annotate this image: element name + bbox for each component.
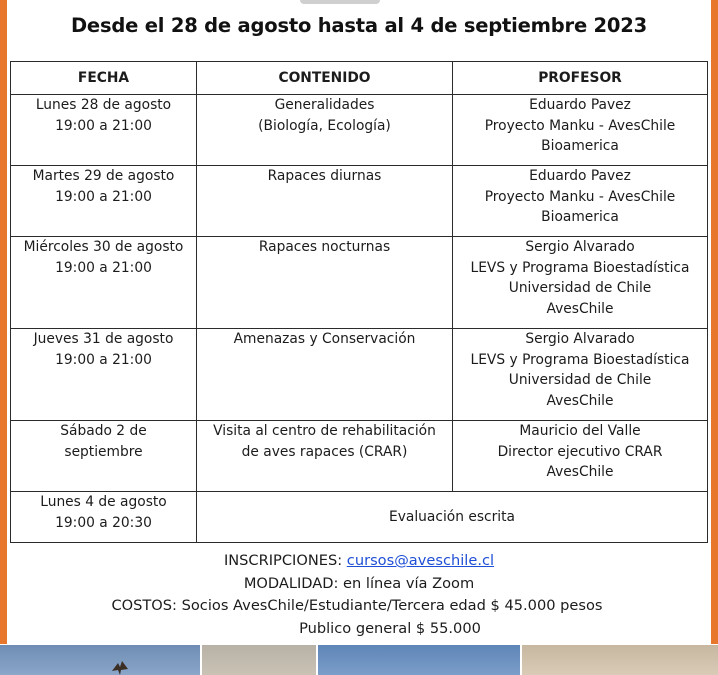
modalidad-line: MODALIDAD: en línea vía Zoom	[243, 574, 475, 592]
professor-text: Universidad de Chile	[508, 372, 652, 388]
bird-photo	[0, 645, 200, 675]
table-row	[11, 492, 708, 543]
top-decoration	[300, 0, 380, 4]
orange-frame-right	[711, 0, 718, 644]
time-text: 19:00 a 21:00	[55, 259, 152, 276]
professor-text: Universidad de Chile	[508, 280, 652, 296]
costos-line: COSTOS: Socios AvesChile/Estudiante/Tercera edad $ 45.000 pesos	[111, 597, 603, 614]
content-text: Visita al centro de rehabilitación	[213, 423, 436, 439]
publico-general-line: Publico general $ 55.000	[299, 619, 481, 637]
time-text: 19:00 a 21:00	[55, 188, 152, 205]
content-text: Rapaces diurnas	[267, 168, 382, 184]
table-row	[11, 329, 708, 421]
cell-contenido	[197, 166, 453, 237]
date-text: Martes 29 de agosto	[32, 168, 175, 184]
professor-text: AvesChile	[546, 392, 614, 409]
date-text: Lunes 4 de agosto	[40, 494, 167, 510]
cell-fecha	[11, 237, 197, 329]
schedule-table	[10, 61, 708, 543]
professor-text: Sergio Alvarado	[525, 331, 635, 347]
cell-fecha	[11, 421, 197, 492]
table-row	[11, 166, 708, 237]
cell-profesor	[453, 329, 708, 421]
header-profesor: PROFESOR	[453, 62, 708, 95]
professor-text: Bioamerica	[541, 138, 619, 154]
professor-text: Mauricio del Valle	[519, 423, 641, 439]
table-row	[11, 421, 708, 492]
header-fecha: FECHA	[11, 62, 197, 95]
content-text: (Biología, Ecología)	[258, 117, 391, 134]
cell-profesor	[453, 237, 708, 329]
professor-text: LEVS y Programa Bioestadística	[470, 351, 690, 368]
cell-contenido	[197, 95, 453, 166]
table-header-row	[11, 62, 708, 95]
header-contenido: CONTENIDO	[197, 62, 453, 95]
bird-icon	[110, 659, 130, 675]
time-text: 19:00 a 21:00	[55, 117, 152, 134]
professor-text: Proyecto Manku - AvesChile	[484, 117, 676, 134]
evaluation-text: Evaluación escrita	[389, 508, 515, 525]
content-text: Rapaces nocturnas	[258, 239, 391, 255]
professor-text: Proyecto Manku - AvesChile	[484, 188, 676, 205]
email-link[interactable]: cursos@aveschile.cl	[346, 552, 495, 569]
course-info-footer	[0, 550, 718, 640]
date-text: Lunes 28 de agosto	[35, 97, 172, 113]
table-row	[11, 237, 708, 329]
cell-fecha	[11, 329, 197, 421]
professor-text: AvesChile	[546, 300, 614, 317]
cell-contenido	[197, 329, 453, 421]
table-row	[11, 95, 708, 166]
cell-profesor	[453, 95, 708, 166]
date-text: Sábado 2 de	[60, 423, 147, 439]
cell-profesor	[453, 421, 708, 492]
cell-contenido	[197, 237, 453, 329]
cell-evaluacion-merged	[197, 492, 708, 543]
content-text: Generalidades	[274, 97, 375, 113]
time-text: 19:00 a 20:30	[55, 514, 152, 531]
professor-text: AvesChile	[546, 464, 614, 480]
photo-strip	[0, 645, 718, 675]
content-text: de aves rapaces (CRAR)	[241, 443, 408, 460]
date-text: Jueves 31 de agosto	[33, 331, 174, 347]
inscripciones-line	[0, 550, 718, 573]
cell-fecha	[11, 492, 197, 543]
date-text: septiembre	[64, 443, 143, 460]
cell-fecha	[11, 166, 197, 237]
orange-frame-left	[0, 0, 7, 644]
sky-photo	[318, 645, 520, 675]
professor-text: Director ejecutivo CRAR	[497, 443, 663, 460]
date-text: Miércoles 30 de agosto	[23, 239, 184, 255]
professor-text: Eduardo Pavez	[529, 97, 631, 113]
professor-text: Eduardo Pavez	[529, 168, 631, 184]
cell-profesor	[453, 166, 708, 237]
professor-text: Sergio Alvarado	[525, 239, 635, 255]
mountain-photo	[522, 645, 718, 675]
cell-contenido	[197, 421, 453, 492]
time-text: 19:00 a 21:00	[55, 351, 152, 368]
course-dates-heading: Desde el 28 de agosto hasta al 4 de septiembre 2023	[70, 14, 648, 37]
landscape-photo	[202, 645, 316, 675]
professor-text: Bioamerica	[541, 209, 619, 225]
cell-fecha	[11, 95, 197, 166]
professor-text: LEVS y Programa Bioestadística	[470, 259, 690, 276]
content-text: Amenazas y Conservación	[233, 331, 416, 347]
inscripciones-label: INSCRIPCIONES:	[223, 552, 347, 569]
